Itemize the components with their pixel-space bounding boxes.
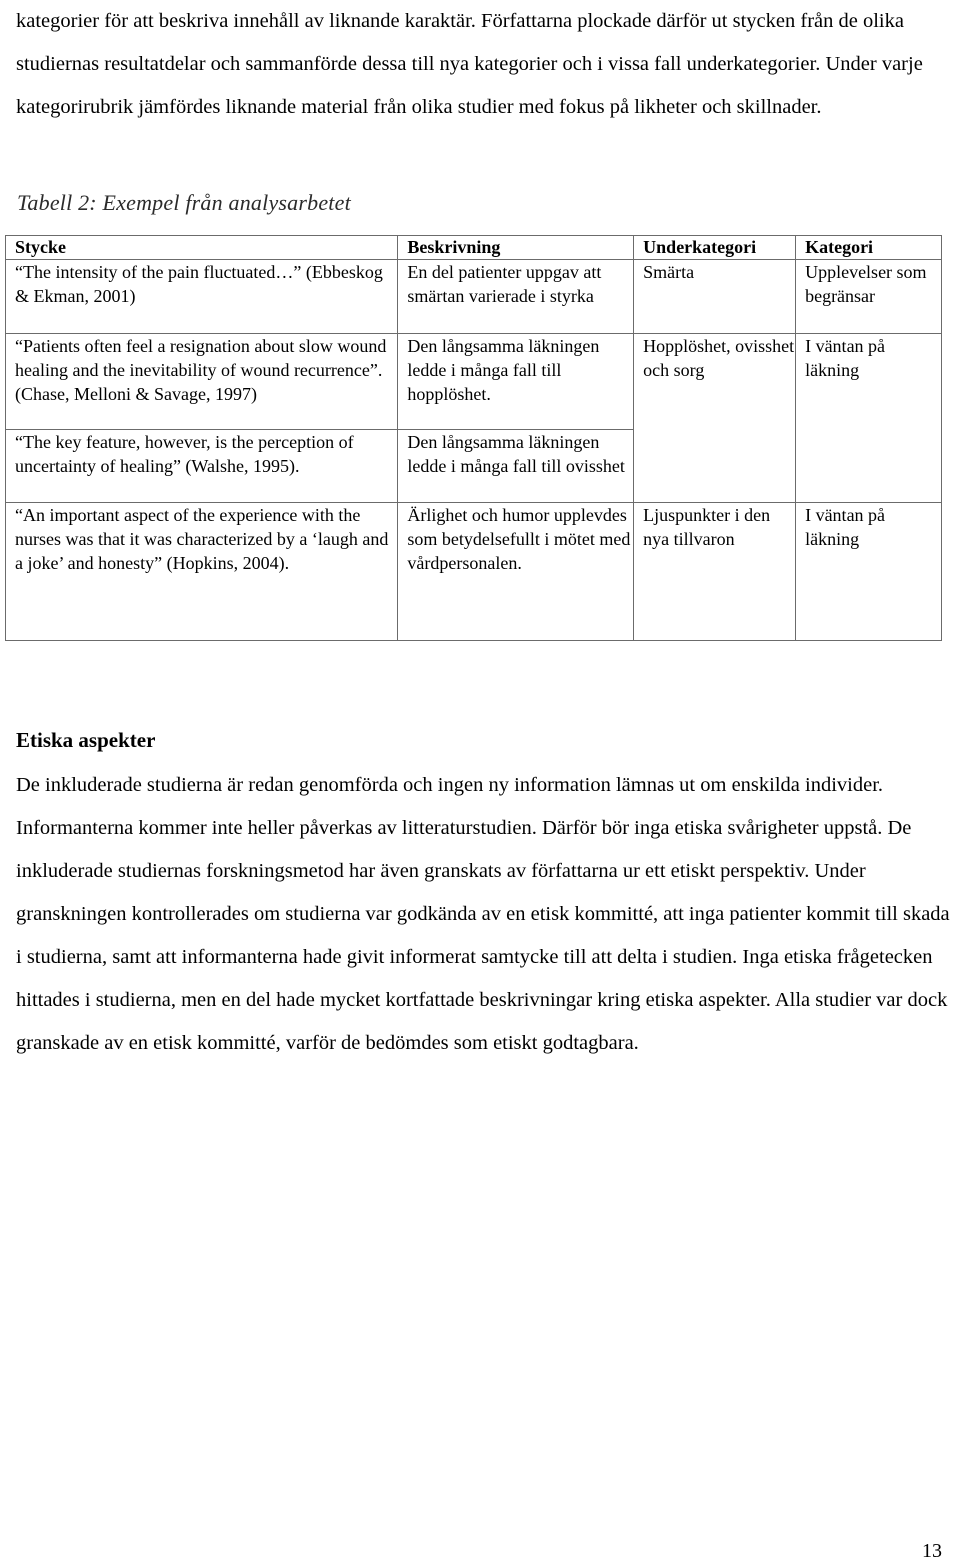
cell-stycke: “The key feature, however, is the perception of uncertainty of healing” (Walshe, 1995). xyxy=(6,430,398,503)
section-heading: Etiska aspekter xyxy=(16,728,156,752)
cell-kategori: I väntan på läkning xyxy=(796,334,942,430)
table-header-row xyxy=(6,236,942,260)
cell-kategori: Upplevelser som begränsar xyxy=(796,260,942,334)
table-row xyxy=(6,260,942,334)
table-row xyxy=(6,334,942,430)
table-row xyxy=(6,503,942,641)
cell-beskrivning: En del patienter uppgav att smärtan varierade i styrka xyxy=(398,260,634,334)
cell-underkategori xyxy=(634,430,796,503)
header-underkategori: Underkategori xyxy=(634,236,796,260)
header-kategori: Kategori xyxy=(796,236,942,260)
analysis-table xyxy=(5,235,942,641)
header-beskrivning: Beskrivning xyxy=(398,236,634,260)
page-number: 13 xyxy=(922,1540,942,1562)
cell-stycke: “The intensity of the pain fluctuated…” (Ebbeskog & Ekman, 2001) xyxy=(6,260,398,334)
table-caption: Tabell 2: Exempel från analysarbetet xyxy=(17,190,351,215)
cell-kategori xyxy=(796,430,942,503)
intro-paragraph: kategorier för att beskriva innehåll av liknande karaktär. Författarna plockade därför ut stycken från de olika studiernas resultatdelar och sammanförde dessa till nya kategorier och i vissa fall underkategorier. Under varje kategorirubrik jämfördes liknande material från olika studier med fokus på likheter och skillnader. xyxy=(16,10,923,118)
cell-underkategori: Smärta xyxy=(634,260,796,334)
section-body: De inkluderade studierna är redan genomförda och ingen ny information lämnas ut om enskilda individer. Informanterna kommer inte heller påverkas av litteraturstudien. Därför bör inga etiska svårigheter uppstå. De inkluderade studiernas forskningsmetod har även granskats av författarna ur ett etiskt perspektiv. Under granskningen kontrollerades om studierna var godkända av en etisk kommitté, att inga patienter kommit till skada i studierna, samt att informanterna hade givit informerat samtycke till att delta i studien. Inga etiska frågetecken hittades i studierna, men en del hade mycket kortfattade beskrivningar kring etiska aspekter. Alla studier var dock granskade av en etisk kommitté, varför de bedömdes som etiskt godtagbara. xyxy=(16,774,950,1054)
cell-beskrivning: Den långsamma läkningen ledde i många fall till hopplöshet. xyxy=(398,334,634,430)
cell-underkategori: Hopplöshet, ovisshet och sorg xyxy=(634,334,796,430)
cell-stycke: “An important aspect of the experience with the nurses was that it was characterized by a ‘laugh and a joke’ and honesty” (Hopkins, 2004). xyxy=(6,503,398,641)
cell-beskrivning: Den långsamma läkningen ledde i många fall till ovisshet xyxy=(398,430,634,503)
cell-stycke: “Patients often feel a resignation about slow wound healing and the inevitability of wound recurrence”. (Chase, Melloni & Savage, 1997) xyxy=(6,334,398,430)
header-stycke: Stycke xyxy=(6,236,398,260)
cell-underkategori: Ljuspunkter i den nya tillvaron xyxy=(634,503,796,641)
cell-kategori: I väntan på läkning xyxy=(796,503,942,641)
cell-beskrivning: Ärlighet och humor upplevdes som betydelsefullt i mötet med vårdpersonalen. xyxy=(398,503,634,641)
table-row xyxy=(6,430,942,503)
